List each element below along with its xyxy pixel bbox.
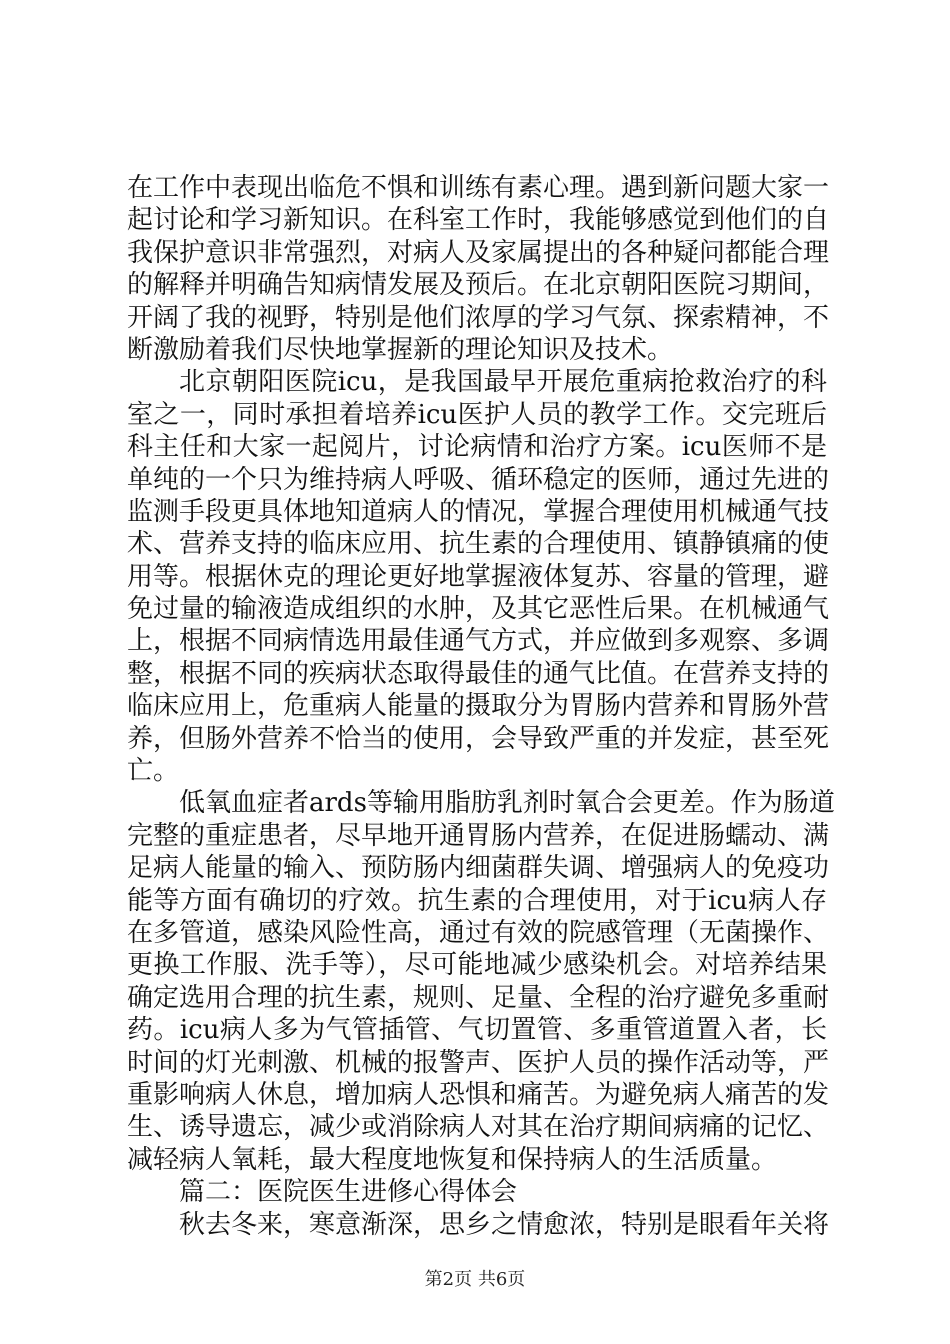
text-line: 确定选用合理的抗生素，规则、足量、全程的治疗避免多重耐 (127, 982, 830, 1013)
text-line: 免过量的输液造成组织的水肿，及其它恶性后果。在机械通气 (127, 594, 830, 625)
text-line: 用等。根据休克的理论更好地掌握液体复苏、容量的管理，避 (127, 561, 830, 592)
text-line: 上，根据不同病情选用最佳通气方式，并应做到多观察、多调 (127, 626, 830, 657)
text-line: 起讨论和学习新知识。在科室工作时，我能够感觉到他们的自 (127, 205, 830, 236)
text-line: 临床应用上，危重病人能量的摄取分为胃肠内营养和胃肠外营 (127, 691, 830, 722)
text-line: 药。icu病人多为气管插管、气切置管、多重管道置入者，长 (127, 1015, 827, 1046)
text-line: 足病人能量的输入、预防肠内细菌群失调、增强病人的免疫功 (127, 853, 830, 884)
text-line: 重影响病人休息，增加病人恐惧和痛苦。为避免病人痛苦的发 (127, 1079, 830, 1110)
text-line: 开阔了我的视野，特别是他们浓厚的学习气氛、探索精神，不 (127, 302, 830, 333)
text-line: 在工作中表现出临危不惧和训练有素心理。遇到新问题大家一 (127, 173, 830, 203)
text-line: 的解释并明确告知病情发展及预后。在北京朝阳医院习期间， (127, 270, 830, 301)
text-line: 完整的重症患者，尽早地开通胃肠内营养，在促进肠蠕动、满 (127, 820, 830, 851)
text-line: 减轻病人氧耗，最大程度地恢复和保持病人的生活质量。 (127, 1144, 778, 1175)
text-line: 亡。 (127, 756, 180, 787)
text-line: 我保护意识非常强烈，对病人及家属提出的各种疑问都能合理 (127, 237, 830, 268)
text-line: 术、营养支持的临床应用、抗生素的合理使用、镇静镇痛的使 (127, 529, 830, 560)
text-line: 监测手段更具体地知道病人的情况，掌握合理使用机械通气技 (127, 496, 830, 527)
paragraph-first-line: 秋去冬来，寒意渐深，思乡之情愈浓，特别是眼看年关将 (179, 1209, 830, 1240)
text-line: 整，根据不同的疾病状态取得最佳的通气比值。在营养支持的 (127, 658, 830, 689)
text-line: 断激励着我们尽快地掌握新的理论知识及技术。 (127, 334, 674, 365)
text-line: 在多管道，感染风险性高，通过有效的院感管理（无菌操作、 (127, 917, 830, 948)
text-line: 养，但肠外营养不恰当的使用，会导致严重的并发症，甚至死 (127, 723, 830, 754)
page-number: 第2页 共6页 (424, 1269, 526, 1290)
text-line: 生、诱导遗忘，减少或消除病人对其在治疗期间病痛的记忆、 (127, 1112, 830, 1143)
text-line: 单纯的一个只为维持病人呼吸、循环稳定的医师，通过先进的 (127, 464, 830, 495)
text-line: 室之一，同时承担着培养icu医护人员的教学工作。交完班后 (127, 399, 827, 430)
text-line: 时间的灯光刺激、机械的报警声、医护人员的操作活动等，严 (127, 1047, 830, 1078)
paragraph-first-line: 北京朝阳医院icu，是我国最早开展危重病抢救治疗的科 (179, 367, 827, 398)
text-line: 科主任和大家一起阅片，讨论病情和治疗方案。icu医师不是 (127, 432, 827, 463)
text-line: 能等方面有确切的疗效。抗生素的合理使用，对于icu病人存 (127, 885, 827, 916)
text-line: 更换工作服、洗手等），尽可能地减少感染机会。对培养结果 (127, 950, 827, 981)
paragraph-first-line: 低氧血症者ards等输用脂肪乳剂时氧合会更差。作为肠道 (179, 788, 835, 819)
document-body (127, 172, 835, 1241)
section-heading: 篇二：医院医生进修心得体会 (179, 1177, 518, 1208)
